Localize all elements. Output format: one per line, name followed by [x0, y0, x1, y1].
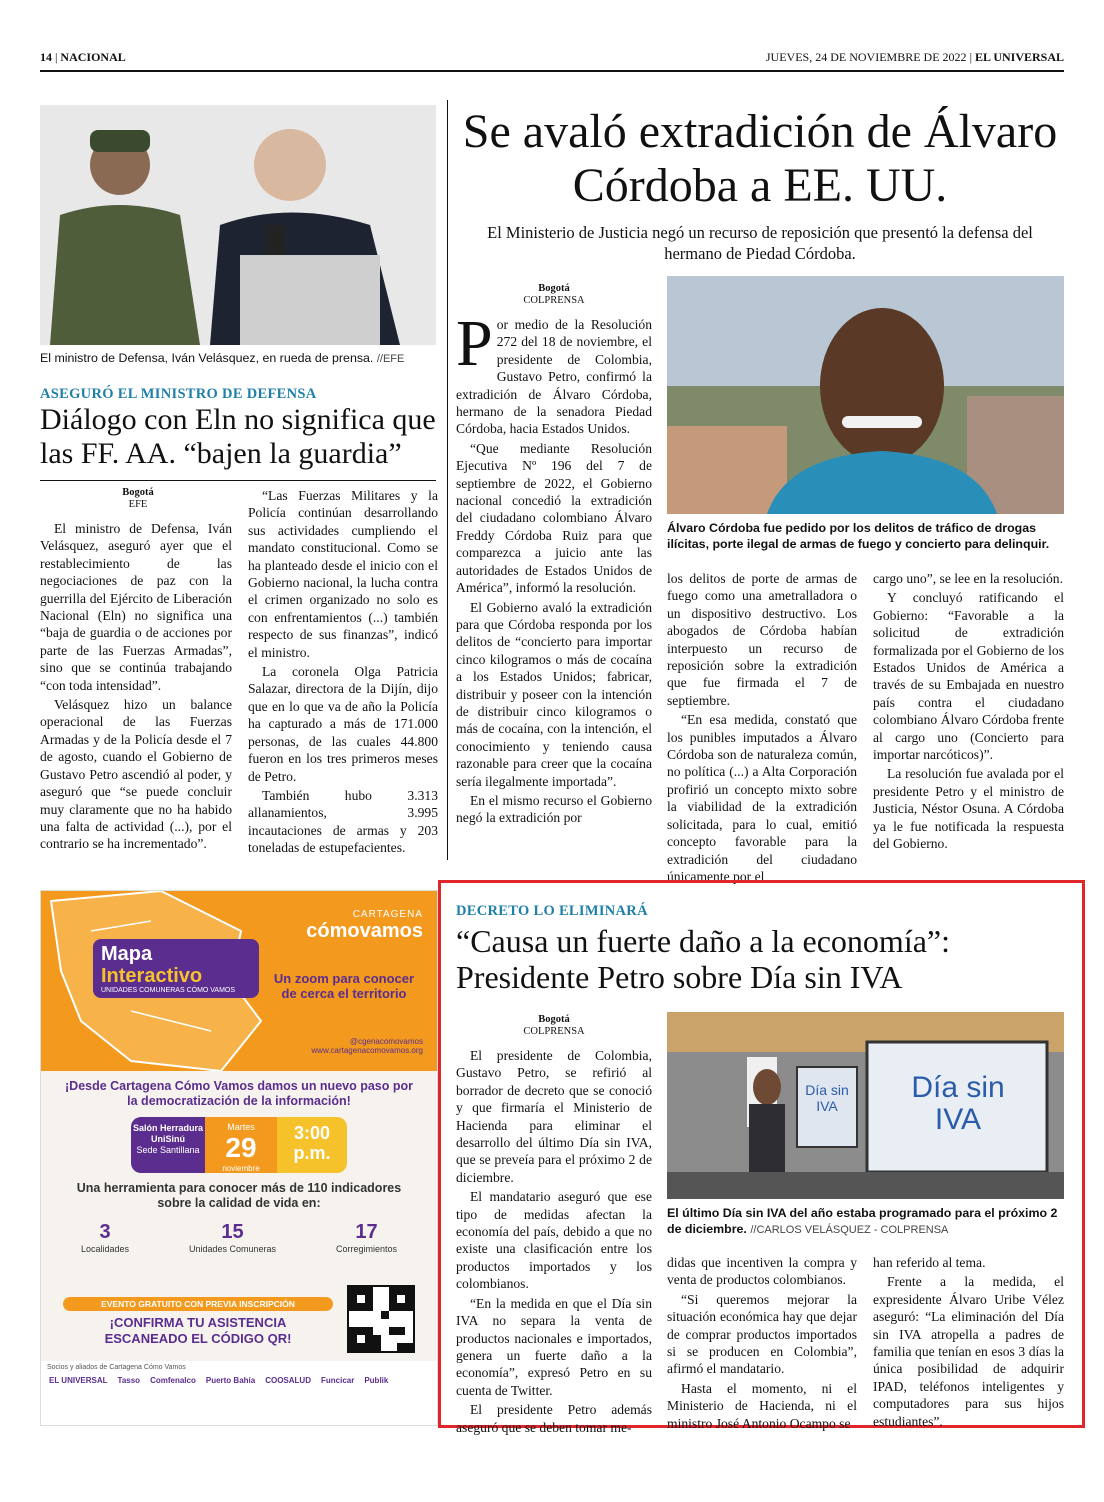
- iva-headline: “Causa un fuerte daño a la economía”: Presidente Petro sobre Día sin IVA: [456, 923, 950, 995]
- day-box: [205, 1117, 277, 1173]
- paragraph: han referido al tema.: [873, 1255, 986, 1270]
- paragraph: El ministro de Defensa, Iván Velásquez, aseguró ayer que el restablecimiento de las negociaciones de paz con la guerrilla del Ejército de Liberación Nacional (Eln) no significa una “baja de guardia o de acciones por parte de las Fuerzas Armadas”, sino que se continúa trabajando “con toda intensidad”.: [40, 521, 232, 693]
- ad-tool-text: Una herramienta para conocer más de 110 indicadores sobre la calidad de vida en:: [76, 1181, 402, 1210]
- partner-logo: Funcicar: [320, 1376, 355, 1385]
- extradicion-col-1: [456, 307, 652, 829]
- map-title-line2: Interactivo: [101, 965, 203, 987]
- partner-logo: EL UNIVERSAL: [49, 1376, 108, 1385]
- iva-sign-large: Día sin IVA: [911, 1071, 1005, 1136]
- byline-city: Bogotá: [538, 1014, 570, 1025]
- cordoba-photo-art: [667, 276, 1064, 514]
- ad-date-banner: [131, 1117, 347, 1173]
- qr-code[interactable]: [347, 1285, 415, 1353]
- day-name: Martes: [227, 1122, 255, 1132]
- time: 3:00: [293, 1123, 331, 1143]
- ad-social: [311, 1037, 423, 1055]
- iva-sign-small: Día sin IVA: [805, 1082, 849, 1114]
- stat-number: 3: [99, 1221, 111, 1243]
- defensa-photo-caption: [40, 350, 440, 367]
- extradicion-byline: [456, 283, 652, 307]
- stat-localidades: [81, 1221, 129, 1254]
- venue-box: [131, 1117, 205, 1173]
- qr-icon: [349, 1287, 413, 1351]
- paragraph: También hubo 3.313 allanamientos, 3.995 incautaciones de armas y 203 toneladas de estupefacientes.: [248, 787, 438, 856]
- header-separator: |: [55, 50, 61, 64]
- stat-unidades: [189, 1221, 276, 1254]
- iva-photo-caption: [667, 1205, 1064, 1238]
- lead-text: or medio de la Resolución 272 del 18 de noviembre, el presidente de Colombia, Gustavo Petro, confirmó la extradición de Álvaro Córdoba, hermano de la senadora Piedad Córdoba, hacia Estados Unidos.: [456, 317, 652, 437]
- venue-1: Salón Herradura: [132, 1123, 204, 1133]
- stat-number: 15: [221, 1221, 244, 1243]
- photo-credit: //CARLOS VELÁSQUEZ - COLPRENSA: [750, 1224, 949, 1236]
- paragraph: “Que mediante Resolución Ejecutiva Nº 196 del 7 de septiembre de 2022, el Gobierno nacional concedió la extradición del ciudadano colombiano Álvaro Freddy Córdoba Ruiz para que comparezca a juicio ante las autoridades de Estados Unidos de América”, informó la resolución.: [456, 440, 652, 596]
- cordoba-photo: [667, 276, 1064, 514]
- defensa-rule: [40, 480, 436, 481]
- section-name: NACIONAL: [60, 50, 126, 64]
- website: www.cartagenacomovamos.org: [311, 1046, 423, 1055]
- paragraph: Frente a la medida, el expresidente Álvaro Uribe Vélez aseguró: “La eliminación del Día sin IVA atropella a padres de familia que tenían en esos 3 días la única posibilidad de adquirir IPAD, teléfonos inteligentes y computadores para sus hijos estudiantes”.: [873, 1274, 1064, 1429]
- partner-logo: Puerto Bahía: [205, 1376, 256, 1385]
- page-number: 14: [40, 50, 52, 64]
- vertical-divider: [447, 100, 448, 860]
- stat-number: 17: [355, 1221, 378, 1243]
- defensa-col-1: [40, 520, 232, 855]
- paragraph: “Las Fuerzas Militares y la Policía continúan desarrollando sus actividades cumpliendo el mandato constitucional. Como se ha planteado desde el inicio con el Gobierno nacional, la lucha contra el crimen organizado no solo es con enfrentamientos (...) también respecto de sus finanzas”, indicó el ministro.: [248, 488, 438, 660]
- stat-label: Unidades Comuneras: [188, 1244, 277, 1254]
- iva-photo: [667, 1012, 1064, 1199]
- brand-name: cómovamos: [306, 920, 423, 942]
- extradicion-col-3: [873, 570, 1064, 855]
- byline-city: Bogotá: [538, 283, 570, 294]
- ad-partners: [41, 1361, 437, 1425]
- partner-logo: Tasso: [117, 1376, 141, 1385]
- issue-date: JUEVES, 24 DE NOVIEMBRE DE 2022: [765, 50, 967, 64]
- social-handle: @cgenacomovamos: [349, 1037, 423, 1046]
- confirm-line2: ESCANEADO EL CÓDIGO QR!: [104, 1331, 292, 1346]
- byline-city: Bogotá: [122, 487, 154, 498]
- paragraph: cargo uno”, se lee en la resolución.: [873, 571, 1063, 586]
- ad-free-event: EVENTO GRATUITO CON PREVIA INSCRIPCIÓN: [63, 1297, 333, 1311]
- paragraph: La coronela Olga Patricia Salazar, directora de la Dijín, dijo que en lo que va de año la Policía ha capturado a más de 171.000 personas, de las cuales 44.800 fueron en los tres primeros meses de Petro.: [248, 664, 438, 784]
- brand-city: CARTAGENA: [352, 909, 423, 920]
- paragraph: “En esa medida, constató que los punibles imputados a Álvaro Córdoba son de naturaleza común, no política (...) a Alta Corporación profirió un concepto mixto sobre la viabilidad de la extradición solicitada, para lo cual, emitió concepto favorable para la extradición del ciudadano únicamente por el: [667, 712, 857, 884]
- defensa-photo: [40, 105, 436, 345]
- paragraph: los delitos de porte de armas de fuego como una ametralladora o un dispositivo destructivo. Los abogados de Córdoba habían interpuesto un recurso de reposición sobre la extradición que fue firmada el 7 de septiembre.: [667, 571, 857, 708]
- header-rule: [40, 70, 1064, 72]
- caption-text: El último Día sin IVA del año estaba programado para el próximo 2 de diciembre.: [667, 1206, 1058, 1236]
- paragraph: El Gobierno avaló la extradición para que Córdoba responda por los delitos de “concierto para importar cinco kilogramos o más de cocaína a los Estados Unidos; fabricar, distribuir y poseer con la intención de distribuir cinco kilogramos o más de cocaína, con la intención, el conocimiento y teniendo causa razonable para creer que la cocaína sería ilegalmente importada”.: [456, 599, 652, 789]
- defensa-col-2: [248, 487, 438, 859]
- header-separator-right: |: [969, 50, 975, 64]
- stat-label: Corregimientos: [335, 1244, 397, 1254]
- ad-cartagena-como-vamos[interactable]: [40, 890, 438, 1426]
- paragraph: El presidente de Colombia, Gustavo Petro, se refirió al borrador de decreto que se conoció y que firmaría el Ministerio de Hacienda para eliminar el desarrollo del último Día sin IVA, que se preveía para el próximo 2 de diciembre.: [456, 1048, 652, 1185]
- month: noviembre: [222, 1164, 260, 1173]
- confirm-line1: ¡CONFIRMA TU ASISTENCIA: [109, 1315, 287, 1330]
- iva-kicker: DECRETO LO ELIMINARÁ: [456, 903, 648, 919]
- paragraph: Velásquez hizo un balance operacional de las Fuerzas Armadas y de la Policía desde el 7 de agosto, cuando el Gobierno de Gustavo Petro ascendió al poder, y aseguró que “se puede concluir muy claramente que no ha habido una falta de actividad (...), por el contrario se ha incrementado”.: [40, 697, 232, 852]
- ad-map-title: [93, 939, 259, 998]
- paragraph-lead: [456, 307, 652, 438]
- paragraph: Y concluyó ratificando el Gobierno: “Favorable a la solicitud de extradición formalizada por el Gobierno de los Estados Unidos de América a través de su Embajada en nuestro país contra el ciudadano colombiano Álvaro Córdoba frente al cargo uno (Concierto para importar narcóticos)”.: [873, 590, 1064, 763]
- partners-title: Socios y aliados de Cartagena Cómo Vamos: [47, 1364, 186, 1371]
- ad-confirm: [63, 1315, 333, 1347]
- iva-byline: [456, 1014, 652, 1038]
- map-subtitle: UNIDADES COMUNERAS CÓMO VAMOS: [101, 987, 236, 994]
- iva-col-3: [873, 1254, 1064, 1432]
- defensa-headline: Diálogo con Eln no significa que las FF. AA. “bajen la guardia”: [40, 403, 436, 470]
- ad-zoom-text: Un zoom para conocer de cerca el territorio: [273, 971, 415, 1001]
- stat-label: Localidades: [81, 1244, 130, 1254]
- page-header: [40, 50, 1064, 72]
- stat-corregimientos: [336, 1221, 397, 1254]
- partner-logo: COOSALUD: [265, 1376, 311, 1385]
- paragraph: Hasta el momento, ni el Ministerio de Hacienda, ni el ministro José Antonio Ocampo se: [667, 1380, 857, 1431]
- caption-text: El ministro de Defensa, Iván Velásquez, en rueda de prensa.: [40, 351, 374, 365]
- defensa-byline: [40, 487, 236, 511]
- paragraph: El mandatario aseguró que ese tipo de medidas afectan la economía del país, debido a que no existe una clasificación entre los productos importados y los colombianos.: [456, 1189, 652, 1292]
- paragraph: “Si queremos mejorar la situación económica hay que dejar de comprar productos importados si se producen en Colombia”, afirmó el mandatario.: [667, 1291, 857, 1377]
- extradicion-col-2: [667, 570, 857, 887]
- drop-cap: P: [456, 307, 493, 380]
- partner-logo: Comfenalco: [150, 1376, 196, 1385]
- day-number: 29: [225, 1132, 257, 1163]
- paragraph: La resolución fue avalada por el presidente Petro y el ministro de Justicia, Néstor Osuna. A Córdoba ya le fue notificada la respuesta del Gobierno.: [873, 766, 1064, 852]
- paper-name: EL UNIVERSAL: [974, 50, 1064, 64]
- venue-2: UniSinú: [151, 1134, 185, 1144]
- iva-col-2: [667, 1254, 857, 1434]
- ad-brand: [306, 909, 423, 943]
- partners-row: [41, 1374, 437, 1387]
- defensa-photo-art: [40, 105, 436, 345]
- photo-credit: //EFE: [376, 353, 405, 365]
- defensa-kicker: ASEGURÓ EL MINISTRO DE DEFENSA: [40, 386, 317, 402]
- header-right: [766, 50, 1064, 65]
- paragraph: didas que incentiven la compra y venta de productos colombianos.: [667, 1255, 857, 1288]
- paragraph: En el mismo recurso el Gobierno negó la extradición por: [456, 792, 652, 826]
- map-title-line1: Mapa: [101, 943, 153, 965]
- byline-source: COLPRENSA: [523, 1026, 585, 1037]
- iva-col-1: [456, 1047, 652, 1438]
- paragraph: El presidente Petro además aseguró que se deben tomar me-: [456, 1402, 652, 1435]
- venue-3: Sede Santillana: [136, 1145, 200, 1155]
- extradicion-deck: El Ministerio de Justicia negó un recurso de reposición que presentó la defensa del hermano de Piedad Córdoba.: [487, 223, 1033, 263]
- ad-stats: [81, 1221, 397, 1254]
- byline-source: COLPRENSA: [523, 295, 585, 306]
- time-period: p.m.: [293, 1143, 331, 1163]
- ad-intro: ¡Desde Cartagena Cómo Vamos damos un nuevo paso por la democratización de la información!: [65, 1079, 413, 1108]
- extradicion-headline: Se avaló extradición de Álvaro Córdoba a EE. UU.: [462, 105, 1058, 212]
- time-box: [277, 1117, 347, 1173]
- byline-source: EFE: [128, 499, 148, 510]
- cordoba-photo-caption: Álvaro Córdoba fue pedido por los delitos de tráfico de drogas ilícitas, porte ilegal de armas de fuego y concierto para delinquir.: [667, 521, 1050, 551]
- paragraph: “En la medida en que el Día sin IVA no separa la venta de productos nacionales e importados, genera un fuerte daño a la economía”, expresó Petro en su cuenta de Twitter.: [456, 1295, 652, 1398]
- partner-logo: Publik: [364, 1376, 389, 1385]
